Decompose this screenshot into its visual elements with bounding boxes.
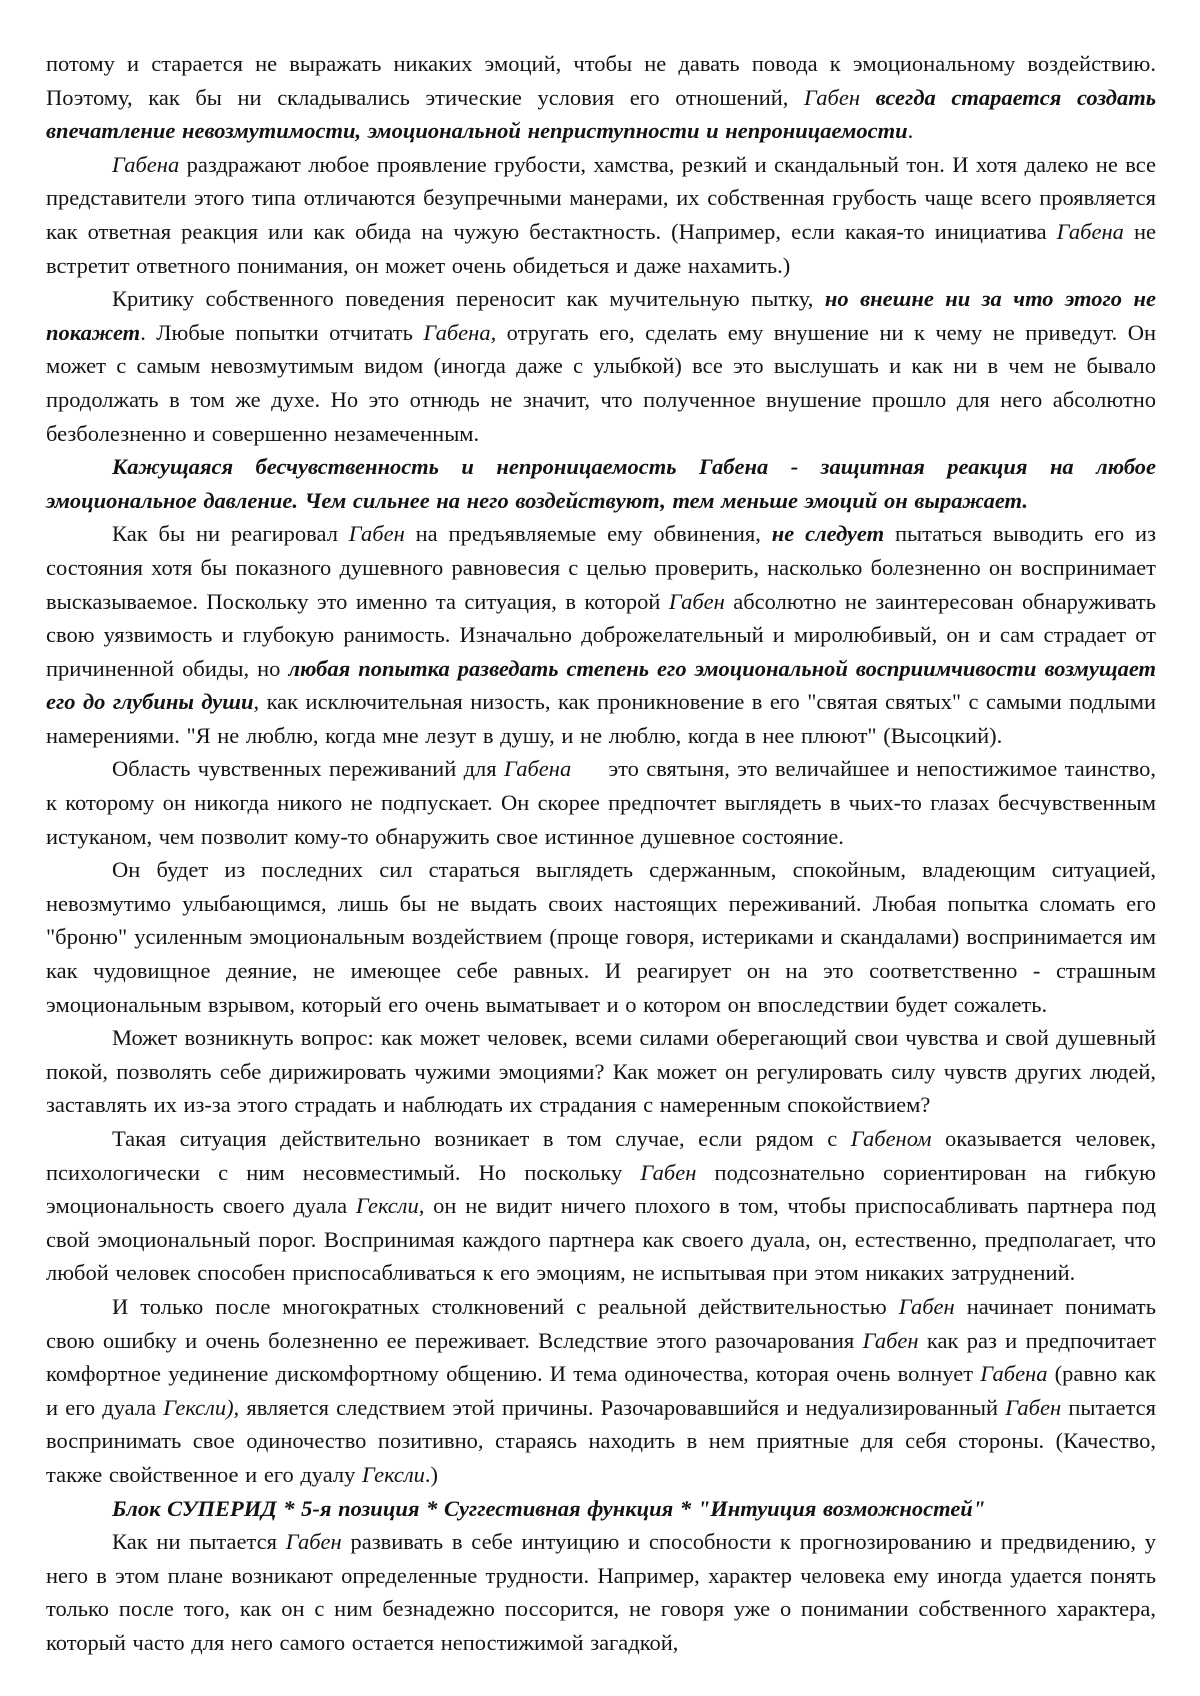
text-run: пытается воспринимать свое одиночество позитивно, стараясь находить в нем приятные для себя стороны. (Качество, также свойственное и его дуалу [46,1394,1156,1487]
text-run: Габен [804,84,876,110]
text-run: Гексли [362,1461,425,1487]
paragraph [46,1021,1156,1122]
text-run: Гексли), [163,1394,247,1420]
text-run: Блок СУПЕРИД * 5-я позиция * Суггестивная функция * "Интуиция возможностей" [112,1495,986,1521]
text-run: развивать в себе интуицию и способности к прогнозированию и предвидению, у него в этом плане возникают определенные трудности. Например, характер человека ему иногда удается понять только после того, как он с ним безнадежно поссорится, не говоря уже о понимании собственного характера, который часто для него самого остается непостижимой загадкой, [46,1529,1156,1655]
text-run: Габена [504,756,572,782]
paragraph [46,1525,1156,1659]
text-run: как раз и предпочитает комфортное уединение дискомфортному общению. И тема одиночества, которая очень волнует [46,1327,1156,1387]
text-run: он не видит ничего плохого в том, чтобы приспосабливать партнера под свой эмоциональный порог. Воспринимая каждого партнера как своего дуала, он, естественно, предполагает, что любой человек способен приспосабливаться к его эмоциям, не испытывая при этом никаких затруднений. [46,1193,1156,1286]
text-run: Габен [640,1159,715,1185]
text-run: Область чувственных переживаний для [112,756,504,782]
text-run: является следствием этой причины. Разочаровавшийся и недуализированный [246,1394,1006,1420]
text-run: потому и старается не выражать никаких эмоций, чтобы не давать повода к эмоциональному воздействию. Поэтому, как бы ни складывались этические условия его отношений, [46,51,1156,110]
text-run: . Любые попытки отчитать [140,319,424,345]
paragraph [46,853,1156,1021]
text-run: Гексли, [355,1193,434,1219]
text-run: Как ни пытается [112,1529,286,1555]
text-run: подсознательно сориентирован на гибкую эмоциональность своего дуала [46,1159,1156,1219]
text-run: но внешне ни за что этого не покажет [46,286,1156,345]
text-run: это святыня, это величайшее и непостижимое таинство, к которому он никогда никого не подпускает. Он скорее предпочтет выглядеть в чьих-то глазах бесчувственным истуканом, чем позволит кому-то обнаружить свое истинное душевное состояние. [46,756,1156,849]
text-run: не встретит ответного понимания, он может очень обидеться и даже нахамить.) [46,218,1156,278]
text-run: .) [424,1461,439,1487]
text-run: Габена, [423,319,507,345]
text-run: раздражают любое проявление грубости, хамства, резкий и скандальный тон. И хотя далеко не все представители этого типа отличаются безупречными манерами, их собственная грубость чаще всего проявляется как ответная реакция или как обида на чужую бестактность. (Например, если какая-то инициатива [46,151,1156,244]
text-run: Габен [348,521,416,547]
text-run: Габен [898,1293,967,1319]
text-run: на предъявляемые ему обвинения, [415,521,772,547]
text-run: Критику собственного поведения переносит как мучительную пытку, [112,286,825,312]
text-run: . [907,118,914,144]
text-run: Может возникнуть вопрос: как может человек, всеми силами оберегающий свои чувства и свой душевный покой, позволять себе дирижировать чужими эмоциями? Как может он регулировать силу чувств других людей, заставлять их из-за этого страдать и наблюдать их страдания с намеренным спокойствием? [46,1025,1156,1118]
text-run: не следует [771,521,895,547]
paragraph-emphasis [46,450,1156,517]
text-run: , как исключительная низость, как проникновение в его "святая святых" с самыми подлыми намерениями. "Я не люблю, когда мне лезут в душу, и не люблю, когда в нее плюют" (Высоцкий). [46,689,1156,748]
text-run: Габен [285,1529,351,1555]
text-run: (равно как и его дуала [46,1361,1156,1420]
paragraph-continuation [46,47,1156,148]
text-run: Он будет из последних сил стараться выглядеть сдержанным, спокойным, владеющим ситуацией, невозмутимо улыбающимся, лишь бы не выдать своих настоящих переживаний. Любая попытка сломать его "броню" усиленным эмоциональным воздействием (проще говоря, истериками и скандалами) воспринимается им как чудовищное деяние, не имеющее себе равных. И реагирует он на это соответственно - страшным эмоциональным взрывом, который его очень выматывает и о котором он впоследствии будет сожалеть. [46,857,1156,1017]
paragraph [46,517,1156,752]
paragraph [46,282,1156,450]
text-run: отругать его, сделать ему внушение ни к чему не приведут. Он может с самым невозмутимым видом (иногда даже с улыбкой) все это выслушать и как ни в чем не бывало продолжать в том же духе. Но это отнюдь не значит, что полученное внушение прошло для него абсолютно безболезненно и совершенно незамеченным. [46,319,1156,446]
paragraph [46,752,1156,853]
text-run: всегда старается создать впечатление невозмутимости, эмоциональной неприступности и непроницаемости [46,84,1157,144]
paragraph [46,148,1156,282]
paragraph [46,1290,1156,1492]
text-run: Габеном [850,1126,946,1151]
text-run: Габен [1005,1394,1069,1420]
text-run: Кажущаяся бесчувственность и непроницаемость Габена - защитная реакция на любое эмоциональное давление. Чем сильнее на него воздействуют, тем меньше эмоций он выражает. [46,454,1156,513]
text-run: Габен [862,1327,927,1353]
text-run: Габена [980,1361,1055,1387]
text-run: любая попытка разведать степень его эмоциональной восприимчивости возмущает его до глубины души [46,655,1157,715]
text-run: И только после многократных столкновений с реальной действительностью [112,1293,899,1319]
text-run: Габена [1056,218,1134,244]
text-run: абсолютно не заинтересован обнаруживать свою уязвимость и глубокую ранимость. Изначально доброжелательный и миролюбивый, он и сам страдает от причиненной обиды, но [46,588,1156,681]
paragraph [46,1122,1156,1290]
text-run: пытаться выводить его из состояния хотя бы показного душевного равновесия с целью проверить, насколько болезненно он воспринимает высказываемое. Поскольку это именно та ситуация, в которой [46,521,1156,614]
text-run: оказывается человек, психологически с ним несовместимый. Но поскольку [46,1126,1156,1185]
text-run: Габен [668,588,734,614]
text-run: Такая ситуация действительно возникает в том случае, если рядом с [112,1126,851,1151]
text-run: начинает понимать свою ошибку и очень болезненно ее переживает. Вследствие этого разочарования [46,1293,1156,1353]
text-run: Как бы ни реагировал [112,521,349,547]
section-heading [46,1492,1156,1526]
text-run: Габена [112,151,187,177]
